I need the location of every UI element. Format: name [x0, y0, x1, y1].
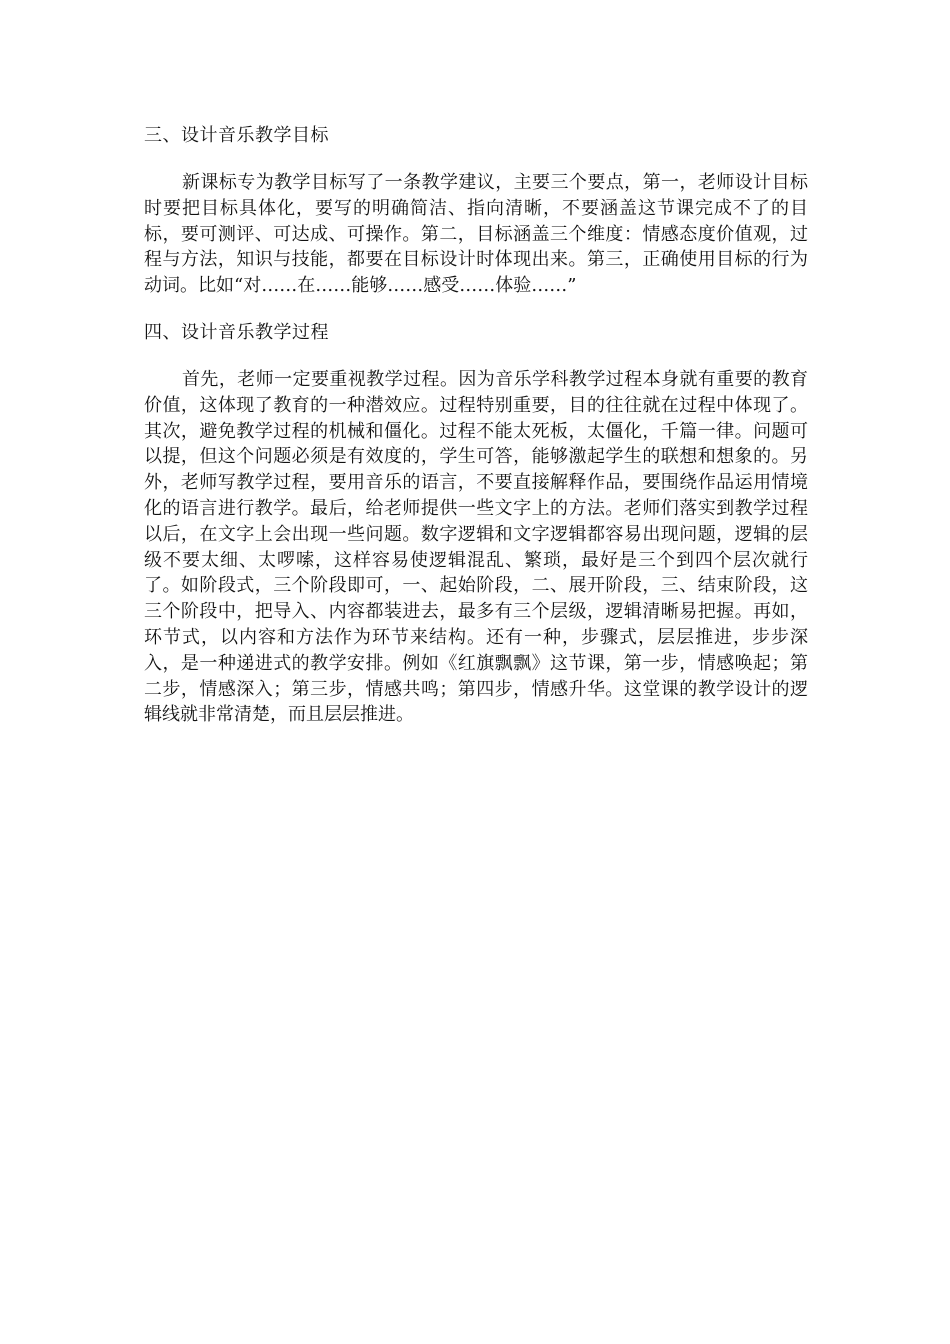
- spacer: [144, 347, 808, 367]
- section-heading-teaching-process: 四、设计音乐教学过程: [144, 321, 329, 343]
- spacer: [144, 150, 808, 170]
- section-heading-teaching-objectives: 三、设计音乐教学目标: [144, 125, 329, 146]
- spacer: [144, 299, 808, 319]
- section-paragraph-teaching-process: 首先，老师一定要重视教学过程。因为音乐学科教学过程本身就有重要的教育价值，这体现了教育的一种潜效应。过程特别重要，目的往往就在过程中体现了。其次，避免教学过程的机械和僵化。过程不能太死板，太僵化，千篇一律。问题可以提，但这个问题必须是有效度的，学生可答，能够激起学生的联想和想象的。另外，老师写教学过程，要用音乐的语言，不要直接解释作品，要围绕作品运用情境化的语言进行教学。最后，给老师提供一些文字上的方法。老师们落实到教学过程以后，在文字上会出现一些问题。数字逻辑和文字逻辑都容易出现问题，逻辑的层级不要太细、太啰嗦，这样容易使逻辑混乱、繁琐，最好是三个到四个层次就行了。如阶段式，三个阶段即可，一、起始阶段，二、展开阶段，三、结束阶段，这三个阶段中，把导入、内容都装进去，最多有三个层级，逻辑清晰易把握。再如，环节式，以内容和方法作为环节来结构。还有一种，步骤式，层层推进，步步深入，是一种递进式的教学安排。例如《红旗飘飘》这节课，第一步，情感唤起；第二步，情感深入；第三步，情感共鸣；第四步，情感升华。这堂课的教学设计的逻辑线就非常清楚，而且层层推进。: [144, 368, 808, 726]
- section-paragraph-teaching-objectives: 新课标专为教学目标写了一条教学建议，主要三个要点，第一，老师设计目标时要把目标具体化，要写的明确简洁、指向清晰，不要涵盖这节课完成不了的目标，要可测评、可达成、可操作。第二，目标涵盖三个维度：情感态度价值观，过程与方法，知识与技能，都要在目标设计时体现出来。第三，正确使用目标的行为动词。比如“对……在……能够……感受……体验……”: [144, 172, 808, 297]
- document-body: [144, 122, 808, 728]
